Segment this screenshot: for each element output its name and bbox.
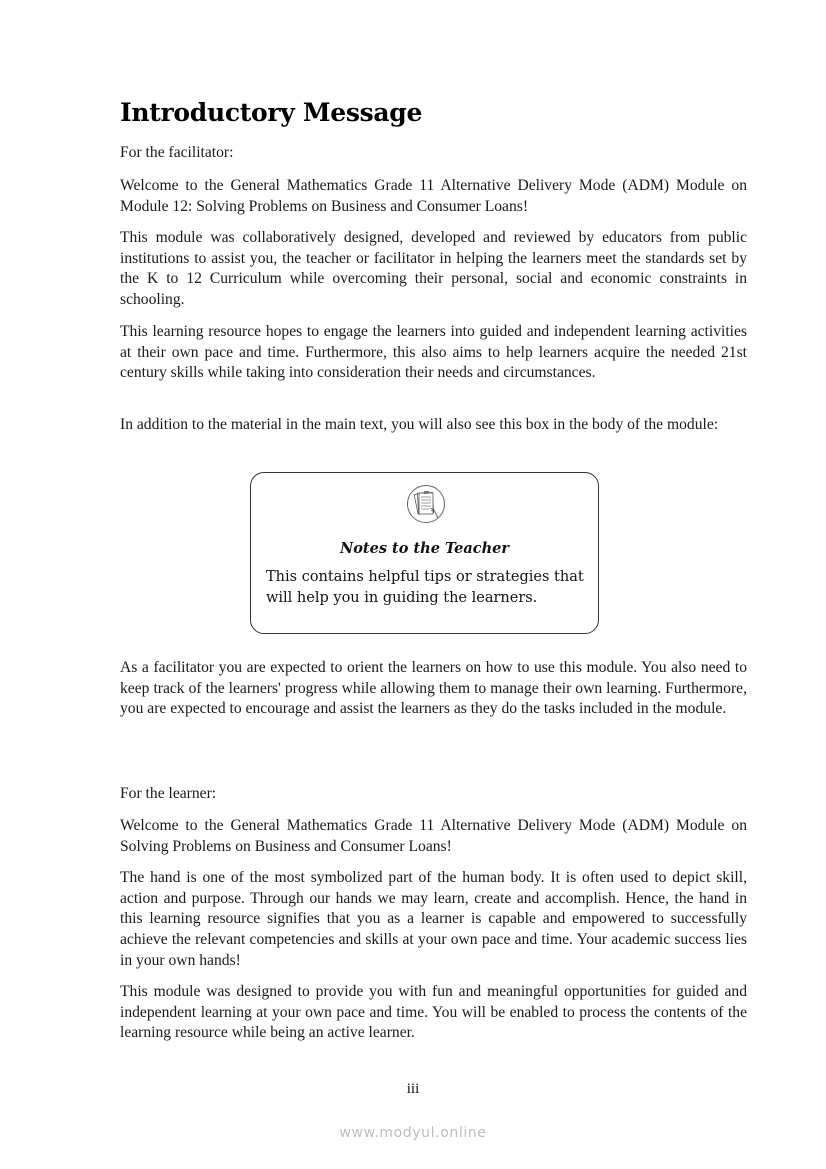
page-title: Introductory Message bbox=[120, 98, 423, 127]
learner-heading: For the learner: bbox=[120, 785, 217, 802]
facilitator-closing-paragraph: As a facilitator you are expected to orient the learners on how to use this module. You also need to keep track of the learners' progress while allowing them to manage their own learning. Furthermore, you are expected to encourage and assist the learners as they do the tasks included in the module. bbox=[120, 659, 747, 718]
facilitator-paragraph-3: This learning resource hopes to engage the learners into guided and independent learning activities at their own pace and time. Furthermore, this also aims to help learners acquire the needed 21st century skills while taking into consideration their needs and circumstances. bbox=[120, 323, 747, 382]
learner-paragraph-1: Welcome to the General Mathematics Grade 11 Alternative Delivery Mode (ADM) Module on Solving Problems on Business and Consumer Loans! bbox=[120, 817, 747, 855]
facilitator-paragraph-2: This module was collaboratively designed, developed and reviewed by educators from public institutions to assist you, the teacher or facilitator in helping the learners meet the standards set by the K to 12 Curriculum while overcoming their personal, social and economic constraints in schooling. bbox=[120, 229, 747, 309]
note-box-body: This contains helpful tips or strategies that will help you in guiding the learners. bbox=[266, 569, 584, 606]
learner-paragraph-3: This module was designed to provide you with fun and meaningful opportunities for guided and independent learning at your own pace and time. You will be enabled to process the contents of the learning resource while being an active learner. bbox=[120, 983, 747, 1042]
facilitator-heading: For the facilitator: bbox=[120, 144, 234, 161]
notes-to-teacher-box bbox=[250, 472, 599, 634]
facilitator-paragraph-1: Welcome to the General Mathematics Grade 11 Alternative Delivery Mode (ADM) Module on Module 12: Solving Problems on Business and Consumer Loans! bbox=[120, 177, 747, 215]
learner-paragraph-2: The hand is one of the most symbolized part of the human body. It is often used to depict skill, action and purpose. Through our hands we may learn, create and accomplish. Hence, the hand in this learning resource signifies that you as a learner is capable and empowered to successfully achieve the relevant competencies and skills at your own pace and time. Your academic success lies in your own hands! bbox=[120, 869, 747, 969]
notes-clipboard-icon bbox=[406, 484, 446, 524]
note-box-title: Notes to the Teacher bbox=[340, 540, 509, 557]
facilitator-paragraph-4: In addition to the material in the main text, you will also see this box in the body of the module: bbox=[120, 416, 719, 433]
page-number: iii bbox=[406, 1081, 420, 1097]
watermark: www.modyul.online bbox=[339, 1125, 487, 1141]
